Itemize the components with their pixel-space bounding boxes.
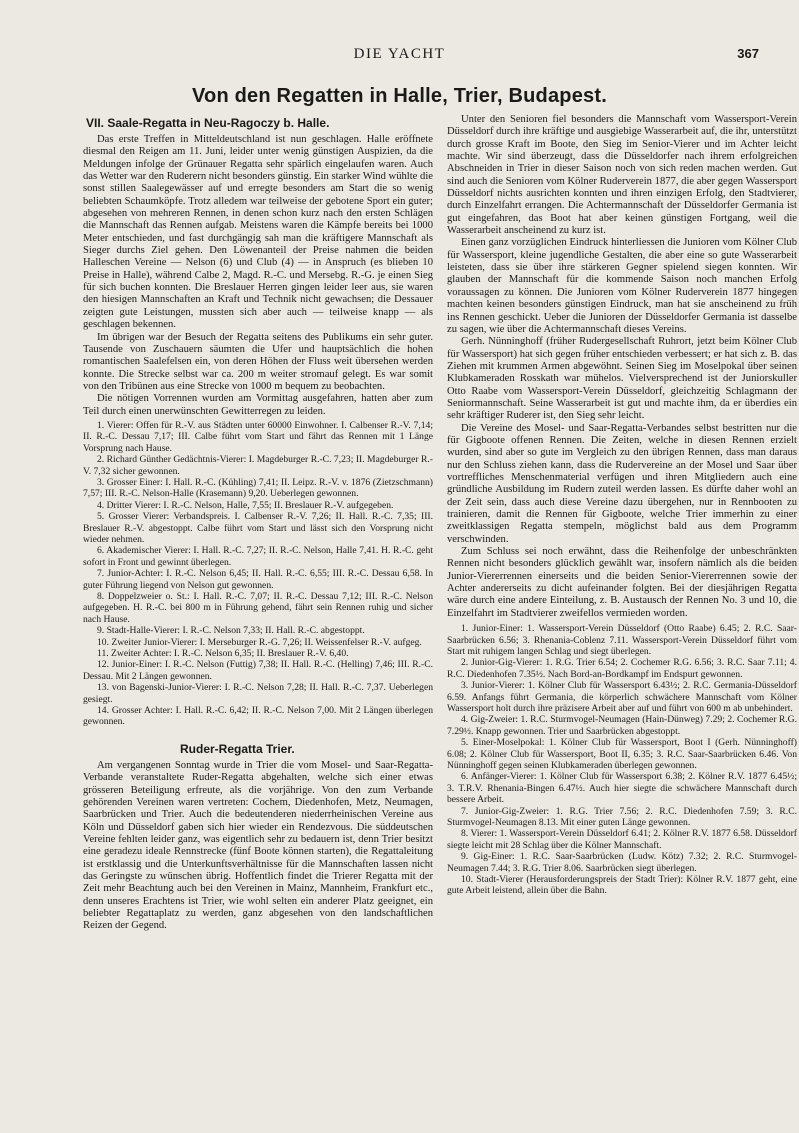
race-result: 7. Junior-Achter: I. R.-C. Nelson 6,45; II. Hall. R.-C. 6,55; III. R.-C. Dessau 6,58. In guter Führung liegend von Nelson gut gewonnen.: [83, 568, 433, 591]
race-result: 8. Vierer: 1. Wassersport-Verein Düsseldorf 6.41; 2. Kölner R.V. 1877 6.58. Düsseldorf siegte leicht mit 28 Schlag über die Kölner Mannschaft.: [447, 828, 797, 851]
race-result: 13. von Bagenski-Junior-Vierer: I. R.-C. Nelson 7,28; II. Hall. R.-C. 7,37. Ueberlegen gesiegt.: [83, 682, 433, 705]
race-result: 1. Junior-Einer: 1. Wassersport-Verein Düsseldorf (Otto Raabe) 6.45; 2. R.C. Saar-Saarbrücken 6.56; 3. Rhenania-Coblenz 7.11. Wassersport-Verein Düsseldorf führt vom Start mit ruhigem langen Schlag und siegt überlegen.: [447, 623, 797, 657]
race-result: 1. Vierer: Offen für R.-V. aus Städten unter 60000 Einwohner. I. Calbenser R.-V. 7,14; II. R.-C. Dessau 7,17; III. Calbe führt vom Start und fährt das Rennen mit 1 Länge Vorsprung nach Hause.: [83, 419, 433, 454]
race-result: 2. Junior-Gig-Vierer: 1. R.G. Trier 6.54; 2. Cochemer R.G. 6.56; 3. R.C. Saar 7.11; 4. R.C. Diedenhofen 7.35½. Nach Bord-an-Bordkampf im Endspurt gewonnen.: [447, 657, 797, 680]
paragraph: Die Vereine des Mosel- und Saar-Regatta-Verbandes selbst bestritten nur die für Gigboote offenen Rennen. Die Zeiten, welche in diesen Rennen erzielt wurden, sind aber so gute im Vergleich zu den übrigen Rennen, dass man daraus nur den Schluss ziehen kann, dass die Rudervereine an der Mosel und Saar über vortreffliches Menschenmaterial verfügen und ihren Mitgliedern auch eine gründliche Ausbildung im Rudern zuteil werden lassen. Es dürfte daher wohl an der Zeit sein, dass auch diese Vereine dazu übergehen, nur in Rennbooten zu trainieren, damit die Rennen für Gigboote, welche Trier immerhin zu einer zweitklassigen Regatta stempeln, möglichst bald aus dem Programm verschwinden.: [447, 422, 797, 545]
race-result: 9. Gig-Einer: 1. R.C. Saar-Saarbrücken (Ludw. Kötz) 7.32; 2. R.C. Sturmvogel-Neumagen 7.44; 3. R.G. Trier 8.06. Saarbrücken siegt überlegen.: [447, 851, 797, 874]
section-heading-trier: Ruder-Regatta Trier.: [180, 741, 295, 756]
race-result: 12. Junior-Einer: I. R.-C. Nelson (Futtig) 7,38; II. Hall. R.-C. (Helling) 7,46; III. R.-C. Dessau. Mit 2 Längen gewonnen.: [83, 659, 433, 682]
journal-title: DIE YACHT: [353, 46, 446, 62]
race-result: 4. Dritter Vierer: I. R.-C. Nelson, Halle, 7,55; II. Breslauer R.-V. aufgegeben.: [97, 499, 394, 511]
section-heading-saale: VII. Saale-Regatta in Neu-Ragoczy b. Halle.: [86, 116, 330, 130]
race-result: 3. Grosser Einer: I. Hall. R.-C. (Kühling) 7,41; II. Leipz. R.-V. v. 1876 (Zietzschmann) 7,57; III. R.-C. Nelson-Halle (Krasemann) 9,20. Ueberlegen gewonnen.: [83, 476, 433, 500]
paragraph: Zum Schluss sei noch erwähnt, dass die Reihenfolge der unbeschränkten Rennen nicht besonders glücklich gewählt war, insofern nämlich als die beiden Junior-Viererrennen einerseits und die beiden Senior-Viererrennen sowie der Achter andererseits zu dicht aufeinander folgten. Bei der diesjährigen Regatta wäre durch eine andere Einteilung, z. B. Austausch der Rennen No. 3 und 10, die Einzelfahrt im Stadtvierer zweifellos vermieden worden.: [447, 546, 797, 619]
race-result: 4. Gig-Zweier: 1. R.C. Sturmvogel-Neumagen (Hain-Dünweg) 7.29; 2. Cochemer R.G. 7.29½. Knapp gewonnen. Trier und Saarbrücken abgestoppt.: [447, 714, 797, 737]
race-result: 7. Junior-Gig-Zweier: 1. R.G. Trier 7.56; 2. R.C. Diedenhofen 7.59; 3. R.C. Sturmvogel-Neumagen 8.13. Mit einer guten Länge gewonnen.: [447, 805, 797, 828]
race-result: 5. Einer-Moselpokal: 1. Kölner Club für Wassersport, Boot I (Gerh. Nünninghoff) 6.08; 2. Kölner Club für Wassersport, Boot II, 6.35; 3. R.C. Saar-Saarbrücken 6.46. Von Nünninghoff gegen seinen Klubkameraden überlegen gewonnen.: [447, 737, 797, 771]
race-result: 6. Anfänger-Vierer: 1. Kölner Club für Wassersport 6.38; 2. Kölner R.V. 1877 6.45½; 3. T.R.V. Rhenania-Bingen 6.47½. Auch hier siegte die schwächere Mannschaft durch bessere Arbeit.: [447, 771, 797, 806]
saale-body: [83, 134, 433, 418]
race-result: 6. Akademischer Vierer: I. Hall. R.-C. 7,27; II. R.-C. Nelson, Halle 7,41. H. R.-C. geht sofort in Front und gewinnt überlegen.: [83, 545, 433, 568]
race-result: 14. Grosser Achter: I. Hall. R.-C. 6,42; II. R.-C. Nelson 7,00. Mit 2 Längen überlegen gewonnen.: [83, 705, 433, 728]
paragraph: Unter den Senioren fiel besonders die Mannschaft vom Wassersport-Verein Düsseldorf durch ihre kräftige und ausgiebige Wasserarbeit auf, die ihr, unterstützt durch grosse Kraft im Boote, den Sieg im Senior-Vierer und im Achter leicht machte. Wir sind überzeugt, dass die Düsseldorfer nach ihrem erfolgreichen Abschneiden in Trier in dieser Saison noch von sich reden machen werden. Gut sind auch die Senioren vom Kölner Ruderverein 1877, die aber gegen Wassersport Düsseldorf nichts ausrichten konnten und ihren einzigen Erfolg, den Stadtvierer, durch Einzelfahrt errangen. Die Achtermannschaft der Düsseldorfer Germania ist gut eingefahren, das Boot hat aber keinen günstigen Fortgang, weil die Wasserarbeit anscheinend zu kurz ist.: [447, 114, 797, 237]
race-result: 10. Stadt-Vierer (Herausforderungspreis der Stadt Trier): Kölner R.V. 1877 geht, eine gute Arbeit leistend, allein über die Bahn.: [447, 874, 797, 897]
race-result: 11. Zweiter Achter: I. R.-C. Nelson 6,35; II. Breslauer R.-V. 6,40.: [97, 648, 349, 660]
paragraph: Die nötigen Vorrennen wurden am Vormittag ausgefahren, hatten aber zum Teil durch einen unerwünschten Gewitterregen zu leiden.: [83, 393, 433, 417]
paragraph: Am vergangenen Sonntag wurde in Trier die vom Mosel- und Saar-Regatta-Verbande veranstaltete Ruder-Regatta abgehalten, welche sich einer etwas grösseren Beteiligung erfreute, als die vorjährige. Von den zum Verbande gehörenden Vereinen waren vertreten: Cochem, Diedenhofen, Metz, Neumagen, Saarbrücken und Trier. Auch die bedeutenderen niederrheinischen Vereine aus Köln und Düsseldorf gaben sich hier wieder ein Rendezvous. Die süddeutschen Vereine fehlten leider ganz, was eigentlich sehr zu bedauern ist, denn Trier besitzt eine geradezu ideale Rennstrecke (fünf Boote können starten), die Regattaleitung ist erstklassig und die Unterkunftsverhältnisse für die Mannschaften lassen nicht das Geringste zu wünschen übrig. Hoffentlich findet die Trierer Regatta mit der Zeit mehr Beachtung auch bei den Vereinen in Mainz, Mannheim, Frankfurt etc., denn unseres Erachtens ist Trier, wie wohl selten ein anderer Platz geeignet, ein beliebter Regattaplatz zu werden, ganz abgesehen von den landschaftlichen Reizen der Gegend.: [83, 759, 433, 932]
left-column: [83, 116, 433, 1116]
paragraph: Im übrigen war der Besuch der Regatta seitens des Publikums ein sehr guter. Tausende von Zuschauern säumten die Ufer und hauptsächlich die hohen romantischen Saalefelsen ein, von deren Höhen der Fluss weit übersehen werden konnte. Die Strecke selbst war ca. 200 m weiter stromauf gelegt. Es war somit von den Tribünen aus eine Strecke von 1000 m bequem zu beobachten.: [83, 331, 433, 392]
paragraph: Gerh. Nünninghoff (früher Rudergesellschaft Ruhrort, jetzt beim Kölner Club für Wassersport) hat sich gegen früher entschieden verbessert; er hat sich z. B. das Ziehen mit krummen Armen abgewöhnt. Seinen Sieg im Moselpokal über seinen Klubkameraden Rosskath war mühelos. Vielversprechend ist der Juniorskuller Otto Raabe vom Wassersport-Verein Düsseldorf, gleichzeitig Schlagmann der Seniormannschaft. Seine Wasserarbeit ist gut und machte ihm, da er überdies ein sehr kräftiger Ruderer ist, den Sieg sehr leicht.: [447, 336, 797, 422]
race-result: 5. Grosser Vierer: Verbandspreis. I. Calbenser R.-V. 7,26; II. Hall. R.-C. 7,35; III. Breslauer R.-V. abgestoppt. Calbe führt vom Start und lässt sich den Vorsprung nicht wieder nehmen.: [83, 511, 433, 545]
running-head: [0, 46, 799, 64]
trier-body-right: [447, 114, 797, 620]
race-result: 10. Zweiter Junior-Vierer: I. Merseburger R.-G. 7,26; II. Weissenfelser R.-V. aufgeg.: [97, 636, 422, 648]
saale-results-list: [83, 420, 433, 728]
article-title: Von den Regatten in Halle, Trier, Budapest.: [192, 85, 607, 107]
paragraph: Einen ganz vorzüglichen Eindruck hinterliessen die Junioren vom Kölner Club für Wassersport, kleine jugendliche Gestalten, die aber eine so gute Wasserarbeit leisteten, dass sie über ihre stärkeren Gegner spielend siegen konnten. Wir glauben der Mannschaft für die kommende Saison noch manchen Erfolg voraussagen zu können. Die Junioren vom Kölner Ruderverein 1877 hingegen machten keinen besonders günstigen Eindruck, man hat sie anscheinend zu früh ins Rennen geschickt. Ueber die Junioren der Düsseldorfer Germania ist dasselbe zu sagen, wie über die Achtermannschaft dieses Vereins.: [447, 237, 797, 335]
race-result: 2. Richard Günther Gedächtnis-Vierer: I. Magdeburger R.-C. 7,23; II. Magdeburger R.-V. 7,32 sicher gewonnen.: [83, 454, 433, 477]
paragraph: Das erste Treffen in Mitteldeutschland ist nun geschlagen. Halle eröffnete diesmal den Reigen am 11. Juni, leider unter wenig günstigen Auspizien, da die Meldungen infolge der Grünauer Regatta sehr spärlich eingelaufen waren. Auch das Wetter war den Ruderern nicht besonders günstig. Ein starker Wind wühlte die sonst stillen Saalegewässer auf und erregte besonders am Start die so wenig beliebten Schaumköpfe. Trotz alledem war teilweise der gebotene Sport ein guter; abgesehen von mehreren Rennen, in denen schon kurz nach den ersten Schlägen die Mannschaft das Rennen aufgab. Meistens waren die Kämpfe bereits bei 1000 Meter entschieden, und fast durchgängig sah man die kräftigere Mannschaft als Sieger durchs Ziel gehen. Den Löwenanteil der Preise nahmen die beiden Halleschen Vereine — Nelson (6) und Club (4) — in Anspruch (es blieben 10 Preise in Halle), während Calbe 2, Magd. R.-C. und Mersebg. R.-G. je einen Sieg für sich buchen konnten. Die Breslauer Herren gingen leider leer aus, sie waren den hiesigen Mannschaften an Kraft und Technik nicht gewachsen; die Dessauer zeigten gute Leistungen, mussten sich aber auch — teilweise knapp — als geschlagen bekennen.: [83, 134, 433, 331]
trier-body-left: [83, 760, 433, 933]
page-number: 367: [737, 46, 759, 61]
race-result: 9. Stadt-Halle-Vierer: I. R.-C. Nelson 7,33; II. Hall. R.-C. abgestoppt.: [97, 625, 365, 637]
race-result: 3. Junior-Vierer: 1. Kölner Club für Wassersport 6.43½; 2. R.C. Germania-Düsseldorf 6.59. Anfangs führt Germania, die körperlich schwächere Mannschaft vom Kölner Wassersport holt durch ihre präzisere Arbeit aber auf und führt von 600 m ab unbehindert.: [447, 680, 797, 714]
trier-results-list: [447, 623, 797, 897]
race-result: 8. Doppelzweier o. St.: I. Hall. R.-C. 7,07; II. R.-C. Dessau 7,12; III. R.-C. Nelson aufgegeben. H. R.-C. bei 800 m in Führung gehend, fährt sein Rennen ruhig und sicher nach Hause.: [83, 591, 433, 625]
right-column: [447, 114, 797, 1114]
